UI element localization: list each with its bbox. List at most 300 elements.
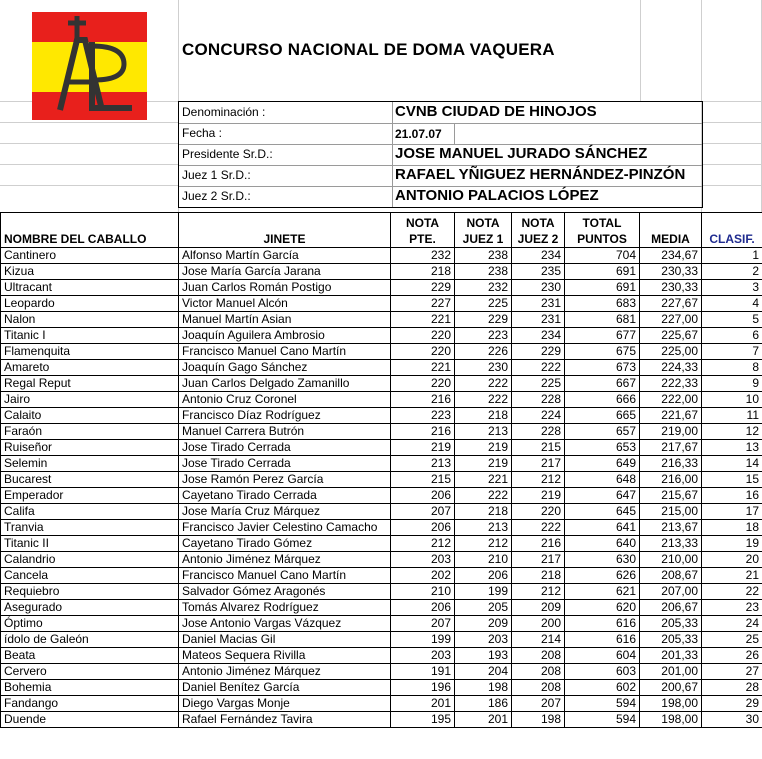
- cell-media: 198,00: [640, 712, 702, 728]
- cell-media: 201,00: [640, 664, 702, 680]
- grid-line: [701, 122, 762, 123]
- cell-jinete: Joaquín Gago Sánchez: [179, 360, 391, 376]
- cell-jinete: Salvador Gómez Aragonés: [179, 584, 391, 600]
- cell-nota-juez1: 222: [455, 488, 512, 504]
- cell-clasif: 15: [702, 472, 762, 488]
- cell-jinete: Manuel Martín Asian: [179, 312, 391, 328]
- cell-media: 205,33: [640, 632, 702, 648]
- cell-media: 225,00: [640, 344, 702, 360]
- cell-nota-juez2: 218: [512, 568, 565, 584]
- col-header-total: TOTAL PUNTOS: [565, 213, 640, 248]
- cell-media: 221,67: [640, 408, 702, 424]
- cell-nota-juez2: 208: [512, 664, 565, 680]
- cell-total: 640: [565, 536, 640, 552]
- info-label: Juez 2 Sr.D.:: [182, 189, 251, 203]
- cell-caballo: Selemin: [1, 456, 179, 472]
- grid-line: [0, 164, 178, 165]
- cell-total: 616: [565, 632, 640, 648]
- cell-nota-pte: 203: [391, 648, 455, 664]
- cell-nota-pte: 195: [391, 712, 455, 728]
- cell-nota-juez2: 234: [512, 248, 565, 264]
- cell-nota-pte: 221: [391, 360, 455, 376]
- info-label: Juez 1 Sr.D.:: [182, 168, 251, 182]
- cell-nota-pte: 215: [391, 472, 455, 488]
- grid-line: [701, 164, 762, 165]
- cell-jinete: Jose María Cruz Márquez: [179, 504, 391, 520]
- cell-total: 603: [565, 664, 640, 680]
- cell-total: 602: [565, 680, 640, 696]
- cell-caballo: Califa: [1, 504, 179, 520]
- cell-total: 675: [565, 344, 640, 360]
- cell-nota-juez2: 228: [512, 424, 565, 440]
- cell-nota-juez1: 213: [455, 520, 512, 536]
- cell-caballo: Duende: [1, 712, 179, 728]
- cell-jinete: Joaquín Aguilera Ambrosio: [179, 328, 391, 344]
- grid-line: [701, 101, 762, 102]
- cell-clasif: 11: [702, 408, 762, 424]
- cell-nota-juez2: 208: [512, 648, 565, 664]
- cell-caballo: Faraón: [1, 424, 179, 440]
- cell-caballo: Bohemia: [1, 680, 179, 696]
- cell-jinete: Juan Carlos Román Postigo: [179, 280, 391, 296]
- cell-jinete: Antonio Cruz Coronel: [179, 392, 391, 408]
- cell-nota-pte: 213: [391, 456, 455, 472]
- cell-nota-pte: 229: [391, 280, 455, 296]
- cell-nota-juez2: 220: [512, 504, 565, 520]
- cell-clasif: 13: [702, 440, 762, 456]
- cell-media: 213,67: [640, 520, 702, 536]
- cell-caballo: ídolo de Galeón: [1, 632, 179, 648]
- col-header-nota-pte: NOTA PTE.: [391, 213, 455, 248]
- info-value: 21.07.07: [395, 127, 442, 141]
- cell-clasif: 3: [702, 280, 762, 296]
- grid-line: [0, 143, 178, 144]
- cell-caballo: Nalon: [1, 312, 179, 328]
- cell-nota-juez2: 198: [512, 712, 565, 728]
- cell-jinete: Francisco Manuel Cano Martín: [179, 568, 391, 584]
- cell-clasif: 14: [702, 456, 762, 472]
- cell-caballo: Titanic I: [1, 328, 179, 344]
- cell-nota-juez1: 218: [455, 504, 512, 520]
- cell-total: 691: [565, 264, 640, 280]
- info-label: Presidente Sr.D.:: [182, 147, 273, 161]
- cell-nota-juez1: 223: [455, 328, 512, 344]
- table-row: [1, 264, 762, 280]
- cell-clasif: 7: [702, 344, 762, 360]
- cell-media: 222,33: [640, 376, 702, 392]
- cell-total: 681: [565, 312, 640, 328]
- cell-nota-juez2: 219: [512, 488, 565, 504]
- cell-nota-pte: 199: [391, 632, 455, 648]
- cell-nota-pte: 202: [391, 568, 455, 584]
- cell-nota-juez2: 231: [512, 296, 565, 312]
- cell-media: 205,33: [640, 616, 702, 632]
- table-row: [1, 648, 762, 664]
- cell-total: 691: [565, 280, 640, 296]
- cell-media: 227,67: [640, 296, 702, 312]
- cell-nota-pte: 203: [391, 552, 455, 568]
- cell-total: 666: [565, 392, 640, 408]
- cell-jinete: Antonio Jiménez Márquez: [179, 552, 391, 568]
- cell-media: 198,00: [640, 696, 702, 712]
- cell-caballo: Requiebro: [1, 584, 179, 600]
- cell-nota-pte: 191: [391, 664, 455, 680]
- cell-nota-juez1: 225: [455, 296, 512, 312]
- cell-nota-juez2: 207: [512, 696, 565, 712]
- cell-nota-juez2: 222: [512, 520, 565, 536]
- table-row: [1, 328, 762, 344]
- cell-clasif: 8: [702, 360, 762, 376]
- cell-nota-juez1: 186: [455, 696, 512, 712]
- cell-nota-pte: 219: [391, 440, 455, 456]
- cell-media: 201,33: [640, 648, 702, 664]
- cell-nota-juez1: 238: [455, 264, 512, 280]
- cell-media: 208,67: [640, 568, 702, 584]
- cell-nota-juez2: 230: [512, 280, 565, 296]
- cell-clasif: 29: [702, 696, 762, 712]
- cell-nota-pte: 227: [391, 296, 455, 312]
- cell-nota-juez1: 219: [455, 440, 512, 456]
- table-row: [1, 312, 762, 328]
- cell-clasif: 12: [702, 424, 762, 440]
- cell-total: 621: [565, 584, 640, 600]
- info-value: ANTONIO PALACIOS LÓPEZ: [395, 187, 599, 204]
- cell-total: 594: [565, 696, 640, 712]
- table-row: [1, 616, 762, 632]
- cell-nota-pte: 206: [391, 520, 455, 536]
- cell-media: 215,67: [640, 488, 702, 504]
- cell-caballo: Emperador: [1, 488, 179, 504]
- cell-caballo: Cantinero: [1, 248, 179, 264]
- cell-nota-pte: 216: [391, 392, 455, 408]
- table-row: [1, 696, 762, 712]
- col-header-caballo: NOMBRE DEL CABALLO: [1, 213, 179, 248]
- cell-clasif: 28: [702, 680, 762, 696]
- cell-nota-juez1: 238: [455, 248, 512, 264]
- info-value: CVNB CIUDAD DE HINOJOS: [395, 103, 597, 120]
- cell-nota-pte: 206: [391, 600, 455, 616]
- cell-total: 594: [565, 712, 640, 728]
- cell-media: 222,00: [640, 392, 702, 408]
- cell-media: 216,00: [640, 472, 702, 488]
- cell-nota-juez2: 212: [512, 584, 565, 600]
- info-row-juez-2: [179, 186, 702, 207]
- cell-nota-juez2: 214: [512, 632, 565, 648]
- cell-nota-juez2: 234: [512, 328, 565, 344]
- cell-nota-juez2: 231: [512, 312, 565, 328]
- cell-nota-pte: 220: [391, 376, 455, 392]
- cell-nota-juez1: 209: [455, 616, 512, 632]
- cell-media: 227,00: [640, 312, 702, 328]
- cell-nota-pte: 220: [391, 344, 455, 360]
- cell-nota-juez1: 221: [455, 472, 512, 488]
- cell-jinete: Jose Tirado Cerrada: [179, 440, 391, 456]
- cell-jinete: Juan Carlos Delgado Zamanillo: [179, 376, 391, 392]
- cell-nota-juez1: 206: [455, 568, 512, 584]
- table-row: [1, 488, 762, 504]
- cell-caballo: Jairo: [1, 392, 179, 408]
- cell-jinete: Cayetano Tirado Cerrada: [179, 488, 391, 504]
- col-header-nota-juez2: NOTA JUEZ 2: [512, 213, 565, 248]
- cell-clasif: 18: [702, 520, 762, 536]
- cell-nota-juez2: 208: [512, 680, 565, 696]
- table-row: [1, 568, 762, 584]
- grid-line: [701, 143, 762, 144]
- cell-nota-juez1: 198: [455, 680, 512, 696]
- table-row: [1, 552, 762, 568]
- cell-clasif: 27: [702, 664, 762, 680]
- cell-nota-juez1: 222: [455, 392, 512, 408]
- cell-nota-pte: 206: [391, 488, 455, 504]
- cell-jinete: Francisco Díaz Rodríguez: [179, 408, 391, 424]
- col-header-nota-juez1: NOTA JUEZ 1: [455, 213, 512, 248]
- cell-total: 649: [565, 456, 640, 472]
- cell-nota-juez1: 226: [455, 344, 512, 360]
- cell-jinete: Rafael Fernández Tavira: [179, 712, 391, 728]
- cell-media: 206,67: [640, 600, 702, 616]
- cell-total: 667: [565, 376, 640, 392]
- cell-nota-pte: 218: [391, 264, 455, 280]
- cell-jinete: Victor Manuel Alcón: [179, 296, 391, 312]
- table-row: [1, 712, 762, 728]
- cell-caballo: Cancela: [1, 568, 179, 584]
- cell-nota-pte: 223: [391, 408, 455, 424]
- cell-clasif: 10: [702, 392, 762, 408]
- cell-caballo: Amareto: [1, 360, 179, 376]
- cell-nota-juez2: 217: [512, 552, 565, 568]
- table-row: [1, 376, 762, 392]
- table-row: [1, 296, 762, 312]
- cell-total: 677: [565, 328, 640, 344]
- cell-nota-juez2: 209: [512, 600, 565, 616]
- table-row: [1, 520, 762, 536]
- cell-jinete: Diego Vargas Monje: [179, 696, 391, 712]
- association-logo: [32, 12, 147, 120]
- results-table: [0, 212, 762, 728]
- table-row: [1, 360, 762, 376]
- cell-total: 604: [565, 648, 640, 664]
- cell-caballo: Calandrio: [1, 552, 179, 568]
- cell-total: 657: [565, 424, 640, 440]
- cell-jinete: Jose Antonio Vargas Vázquez: [179, 616, 391, 632]
- cell-nota-pte: 232: [391, 248, 455, 264]
- grid-line: [640, 0, 641, 101]
- cell-nota-juez2: 224: [512, 408, 565, 424]
- table-row: [1, 408, 762, 424]
- col-header-jinete: JINETE: [179, 213, 391, 248]
- cell-media: 215,00: [640, 504, 702, 520]
- cell-nota-juez1: 230: [455, 360, 512, 376]
- cell-total: 673: [565, 360, 640, 376]
- cell-clasif: 1: [702, 248, 762, 264]
- cell-caballo: Flamenquita: [1, 344, 179, 360]
- cell-total: 665: [565, 408, 640, 424]
- cell-clasif: 23: [702, 600, 762, 616]
- table-row: [1, 472, 762, 488]
- cell-clasif: 20: [702, 552, 762, 568]
- cell-nota-juez1: 213: [455, 424, 512, 440]
- cell-nota-juez1: 201: [455, 712, 512, 728]
- cell-nota-juez2: 222: [512, 360, 565, 376]
- cell-nota-juez2: 215: [512, 440, 565, 456]
- cell-caballo: Beata: [1, 648, 179, 664]
- info-row-presidente: [179, 144, 702, 166]
- cell-nota-juez2: 235: [512, 264, 565, 280]
- table-row: [1, 536, 762, 552]
- table-row: [1, 456, 762, 472]
- col-header-clasif: CLASIF.: [702, 213, 762, 248]
- table-row: [1, 392, 762, 408]
- cell-clasif: 25: [702, 632, 762, 648]
- cell-media: 230,33: [640, 280, 702, 296]
- info-row-juez-1: [179, 165, 702, 187]
- cell-caballo: Óptimo: [1, 616, 179, 632]
- cell-clasif: 19: [702, 536, 762, 552]
- cell-jinete: Manuel Carrera Butrón: [179, 424, 391, 440]
- cell-jinete: Alfonso Martín García: [179, 248, 391, 264]
- cell-jinete: Tomás Alvarez Rodríguez: [179, 600, 391, 616]
- cell-nota-juez1: 219: [455, 456, 512, 472]
- grid-line: [0, 122, 178, 123]
- cell-nota-juez1: 205: [455, 600, 512, 616]
- logo-monogram-icon: [32, 12, 147, 120]
- info-label: Fecha :: [182, 126, 223, 140]
- grid-line: [701, 185, 762, 186]
- table-row: [1, 344, 762, 360]
- cell-nota-juez1: 218: [455, 408, 512, 424]
- cell-nota-pte: 196: [391, 680, 455, 696]
- cell-clasif: 5: [702, 312, 762, 328]
- cell-media: 217,67: [640, 440, 702, 456]
- cell-caballo: Ruiseñor: [1, 440, 179, 456]
- cell-nota-pte: 220: [391, 328, 455, 344]
- cell-clasif: 24: [702, 616, 762, 632]
- cell-nota-pte: 216: [391, 424, 455, 440]
- col-header-media: MEDIA: [640, 213, 702, 248]
- cell-nota-juez2: 229: [512, 344, 565, 360]
- cell-media: 219,00: [640, 424, 702, 440]
- cell-caballo: Titanic II: [1, 536, 179, 552]
- event-info-box: [178, 101, 703, 208]
- cell-nota-pte: 212: [391, 536, 455, 552]
- table-row: [1, 280, 762, 296]
- info-label: Denominación :: [182, 105, 266, 119]
- cell-nota-juez1: 222: [455, 376, 512, 392]
- cell-nota-juez2: 200: [512, 616, 565, 632]
- cell-nota-juez2: 217: [512, 456, 565, 472]
- cell-clasif: 6: [702, 328, 762, 344]
- cell-total: 683: [565, 296, 640, 312]
- cell-media: 234,67: [640, 248, 702, 264]
- table-row: [1, 584, 762, 600]
- cell-nota-juez1: 212: [455, 536, 512, 552]
- cell-media: 210,00: [640, 552, 702, 568]
- cell-caballo: Asegurado: [1, 600, 179, 616]
- table-row: [1, 440, 762, 456]
- cell-media: 213,33: [640, 536, 702, 552]
- cell-total: 648: [565, 472, 640, 488]
- table-row: [1, 504, 762, 520]
- table-row: [1, 680, 762, 696]
- cell-jinete: Francisco Manuel Cano Martín: [179, 344, 391, 360]
- cell-clasif: 21: [702, 568, 762, 584]
- info-row-fecha: [179, 123, 702, 145]
- cell-clasif: 4: [702, 296, 762, 312]
- cell-caballo: Kizua: [1, 264, 179, 280]
- cell-total: 653: [565, 440, 640, 456]
- cell-clasif: 30: [702, 712, 762, 728]
- cell-nota-juez1: 193: [455, 648, 512, 664]
- cell-nota-pte: 207: [391, 616, 455, 632]
- cell-nota-juez1: 199: [455, 584, 512, 600]
- cell-caballo: Cervero: [1, 664, 179, 680]
- cell-total: 630: [565, 552, 640, 568]
- cell-caballo: Calaito: [1, 408, 179, 424]
- cell-total: 620: [565, 600, 640, 616]
- table-row: [1, 424, 762, 440]
- table-row: [1, 664, 762, 680]
- cell-media: 207,00: [640, 584, 702, 600]
- info-row-denominacion: [179, 102, 702, 124]
- cell-media: 230,33: [640, 264, 702, 280]
- cell-clasif: 2: [702, 264, 762, 280]
- cell-total: 645: [565, 504, 640, 520]
- cell-clasif: 17: [702, 504, 762, 520]
- cell-total: 616: [565, 616, 640, 632]
- cell-jinete: Jose Ramón Perez García: [179, 472, 391, 488]
- cell-jinete: Daniel Macias Gil: [179, 632, 391, 648]
- page-title: CONCURSO NACIONAL DE DOMA VAQUERA: [182, 40, 555, 59]
- cell-caballo: Fandango: [1, 696, 179, 712]
- table-row: [1, 632, 762, 648]
- cell-nota-juez2: 228: [512, 392, 565, 408]
- cell-clasif: 16: [702, 488, 762, 504]
- cell-caballo: Bucarest: [1, 472, 179, 488]
- cell-media: 216,33: [640, 456, 702, 472]
- cell-nota-juez1: 229: [455, 312, 512, 328]
- cell-jinete: Francisco Javier Celestino Camacho: [179, 520, 391, 536]
- cell-clasif: 26: [702, 648, 762, 664]
- cell-nota-pte: 210: [391, 584, 455, 600]
- cell-jinete: Antonio Jiménez Márquez: [179, 664, 391, 680]
- results-body: [1, 248, 762, 728]
- cell-jinete: Jose Tirado Cerrada: [179, 456, 391, 472]
- cell-jinete: Cayetano Tirado Gómez: [179, 536, 391, 552]
- cell-nota-pte: 221: [391, 312, 455, 328]
- cell-total: 626: [565, 568, 640, 584]
- cell-nota-juez2: 212: [512, 472, 565, 488]
- cell-nota-juez1: 232: [455, 280, 512, 296]
- cell-jinete: Daniel Benítez García: [179, 680, 391, 696]
- table-row: [1, 248, 762, 264]
- cell-nota-juez2: 216: [512, 536, 565, 552]
- grid-line: [0, 185, 178, 186]
- cell-jinete: Jose María García Jarana: [179, 264, 391, 280]
- cell-media: 224,33: [640, 360, 702, 376]
- cell-nota-juez1: 210: [455, 552, 512, 568]
- cell-caballo: Leopardo: [1, 296, 179, 312]
- cell-nota-juez1: 203: [455, 632, 512, 648]
- cell-clasif: 22: [702, 584, 762, 600]
- cell-total: 704: [565, 248, 640, 264]
- info-value: RAFAEL YÑIGUEZ HERNÁNDEZ-PINZÓN: [395, 166, 686, 183]
- cell-media: 200,67: [640, 680, 702, 696]
- table-header-row: [1, 213, 762, 248]
- cell-jinete: Mateos Sequera Rivilla: [179, 648, 391, 664]
- cell-nota-juez2: 225: [512, 376, 565, 392]
- cell-caballo: Tranvia: [1, 520, 179, 536]
- cell-nota-juez1: 204: [455, 664, 512, 680]
